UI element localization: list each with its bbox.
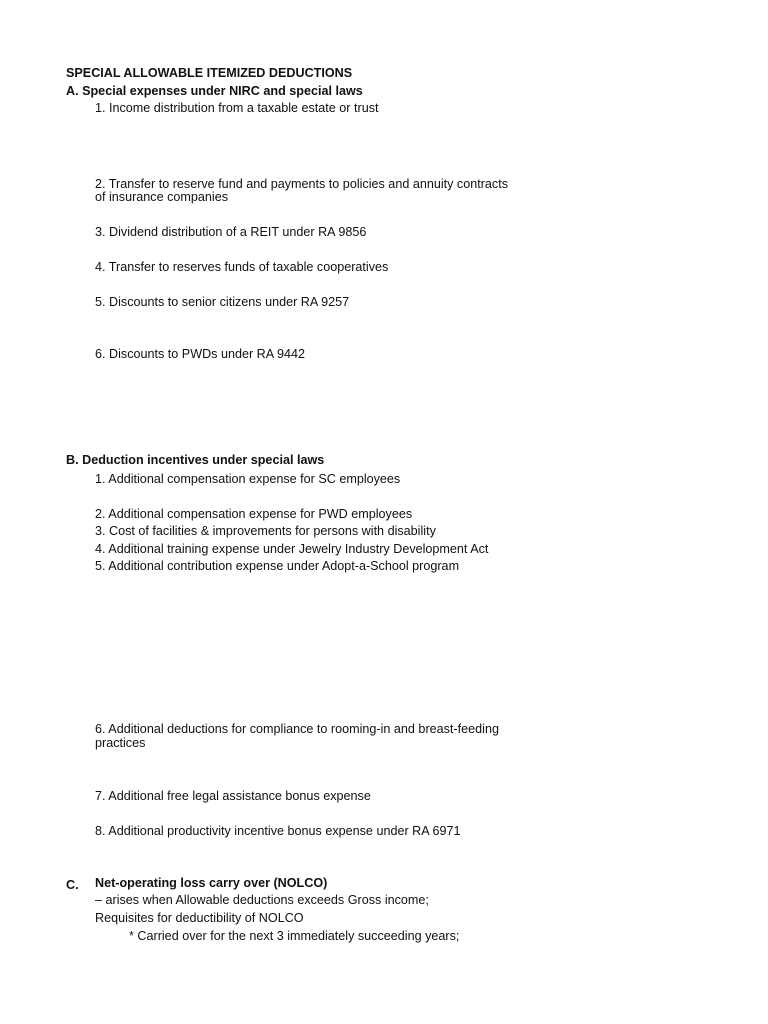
section-a-item-3: 3. Dividend distribution of a REIT under RA 9856 <box>95 225 367 239</box>
section-c-heading: Net-operating loss carry over (NOLCO) <box>95 876 328 890</box>
section-b-item-1: 1. Additional compensation expense for SC employees <box>95 472 401 486</box>
section-c-line-3: * Carried over for the next 3 immediately succeeding years; <box>129 929 460 943</box>
section-b-item-8: 8. Additional productivity incentive bonus expense under RA 6971 <box>95 824 461 838</box>
document-title: SPECIAL ALLOWABLE ITEMIZED DEDUCTIONS <box>66 66 353 80</box>
section-b-item-6-cont: practices <box>95 736 146 750</box>
section-b-item-4: 4. Additional training expense under Jewelry Industry Development Act <box>95 542 489 556</box>
section-b-item-5: 5. Additional contribution expense under Adopt-a-School program <box>95 559 460 573</box>
section-c-line-2: Requisites for deductibility of NOLCO <box>95 911 304 925</box>
section-a-item-5: 5. Discounts to senior citizens under RA 9257 <box>95 295 350 309</box>
section-b-item-2: 2. Additional compensation expense for PWD employees <box>95 507 413 521</box>
section-a-item-2-cont: of insurance companies <box>95 190 229 204</box>
section-b-item-7: 7. Additional free legal assistance bonus expense <box>95 789 371 803</box>
section-a-item-4: 4. Transfer to reserves funds of taxable cooperatives <box>95 260 389 274</box>
section-b-heading: B. Deduction incentives under special laws <box>66 453 325 467</box>
section-c-line-1: – arises when Allowable deductions exceeds Gross income; <box>95 893 429 907</box>
section-a-item-2: 2. Transfer to reserve fund and payments to policies and annuity contracts <box>95 177 509 191</box>
section-a-item-6: 6. Discounts to PWDs under RA 9442 <box>95 347 305 361</box>
section-a-item-1: 1. Income distribution from a taxable estate or trust <box>95 101 379 115</box>
section-b-item-6: 6. Additional deductions for compliance to rooming-in and breast-feeding <box>95 722 499 736</box>
section-a-heading: A. Special expenses under NIRC and special laws <box>66 84 363 98</box>
section-b-item-3: 3. Cost of facilities & improvements for persons with disability <box>95 524 436 538</box>
section-c-label: C. <box>66 878 79 892</box>
